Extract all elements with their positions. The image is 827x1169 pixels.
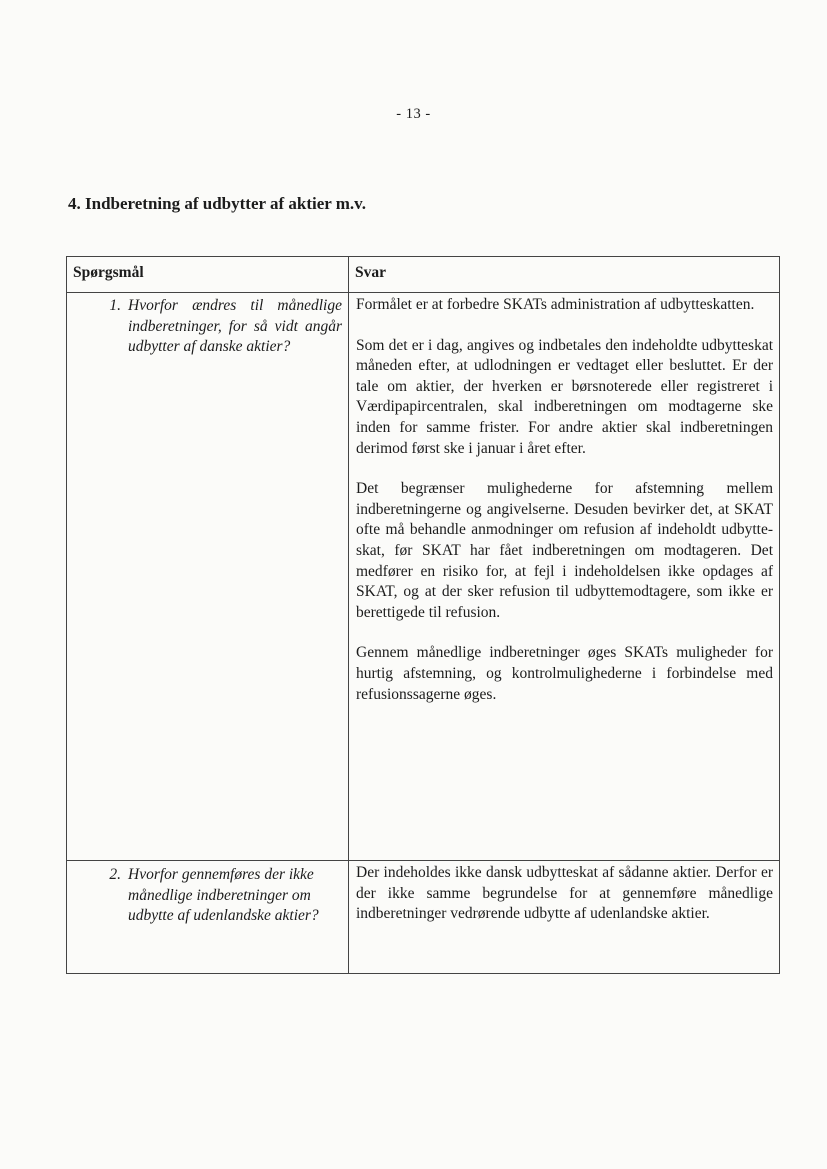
question-number: 1. — [109, 297, 121, 314]
answer-cell — [349, 293, 780, 861]
qa-table — [66, 256, 780, 974]
question-number: 2. — [109, 866, 121, 883]
answer-paragraph: Formålet er at forbedre SKATs administration af udbytteskatten. — [356, 296, 755, 313]
answer-paragraph: Der indeholdes ikke dansk udbytteskat af sådanne aktier. Derfor er der ikke samme begrundelse for at gennemføre månedlige indberetninger vedrørende udbytte af udenlandske aktier. — [356, 864, 773, 923]
header-question: Spørgsmål — [67, 257, 349, 293]
answer-cell — [349, 861, 780, 974]
table-row — [67, 861, 780, 974]
answer-paragraph: Det begrænser mulighederne for afstemning mellem indberetningerne og angivelserne. Desuden bevirker det, at SKAT ofte må behandle anmodninger om refusion af indeholdt udbytte-skat, før SKAT har fået indberetningen om modtageren. Det medfører en risiko for, at fejl i indeholdelsen ikke opdages af SKAT, og at der sker refusion til udbyttemodtagere, som ikke er berettigede til refusion. — [356, 480, 773, 621]
table-header-row — [67, 257, 780, 293]
question-text: Hvorfor gennemføres der ikke månedlige indberetninger om udbytte af udenlandske aktier? — [128, 866, 319, 925]
answer-paragraph: Som det er i dag, angives og indbetales den indeholdte udbytteskat måneden efter, at udlodningen er vedtaget eller besluttet. Er der tale om aktier, der hverken er børsnoterede eller registreret i Værdipapircentralen, skal indberetningen om modtagerne ske inden for samme frister. For andre aktier skal indberetningen derimod først ske i januar i året efter. — [356, 336, 773, 457]
answer-paragraph: Gennem månedlige indberetninger øges SKATs muligheder for hurtig afstemning, og kontrolmulighederne i forbindelse med refusionssagerne øges. — [356, 644, 773, 703]
question-cell — [67, 293, 349, 861]
question-cell — [67, 861, 349, 974]
section-heading: 4. Indberetning af udbytter af aktier m.v. — [68, 194, 366, 213]
page-number: - 13 - — [396, 106, 431, 122]
table-row — [67, 293, 780, 861]
header-answer: Svar — [349, 257, 780, 293]
question-text: Hvorfor ændres til månedlige indberetninger, for så vidt angår udbytter af danske aktier? — [128, 297, 342, 356]
